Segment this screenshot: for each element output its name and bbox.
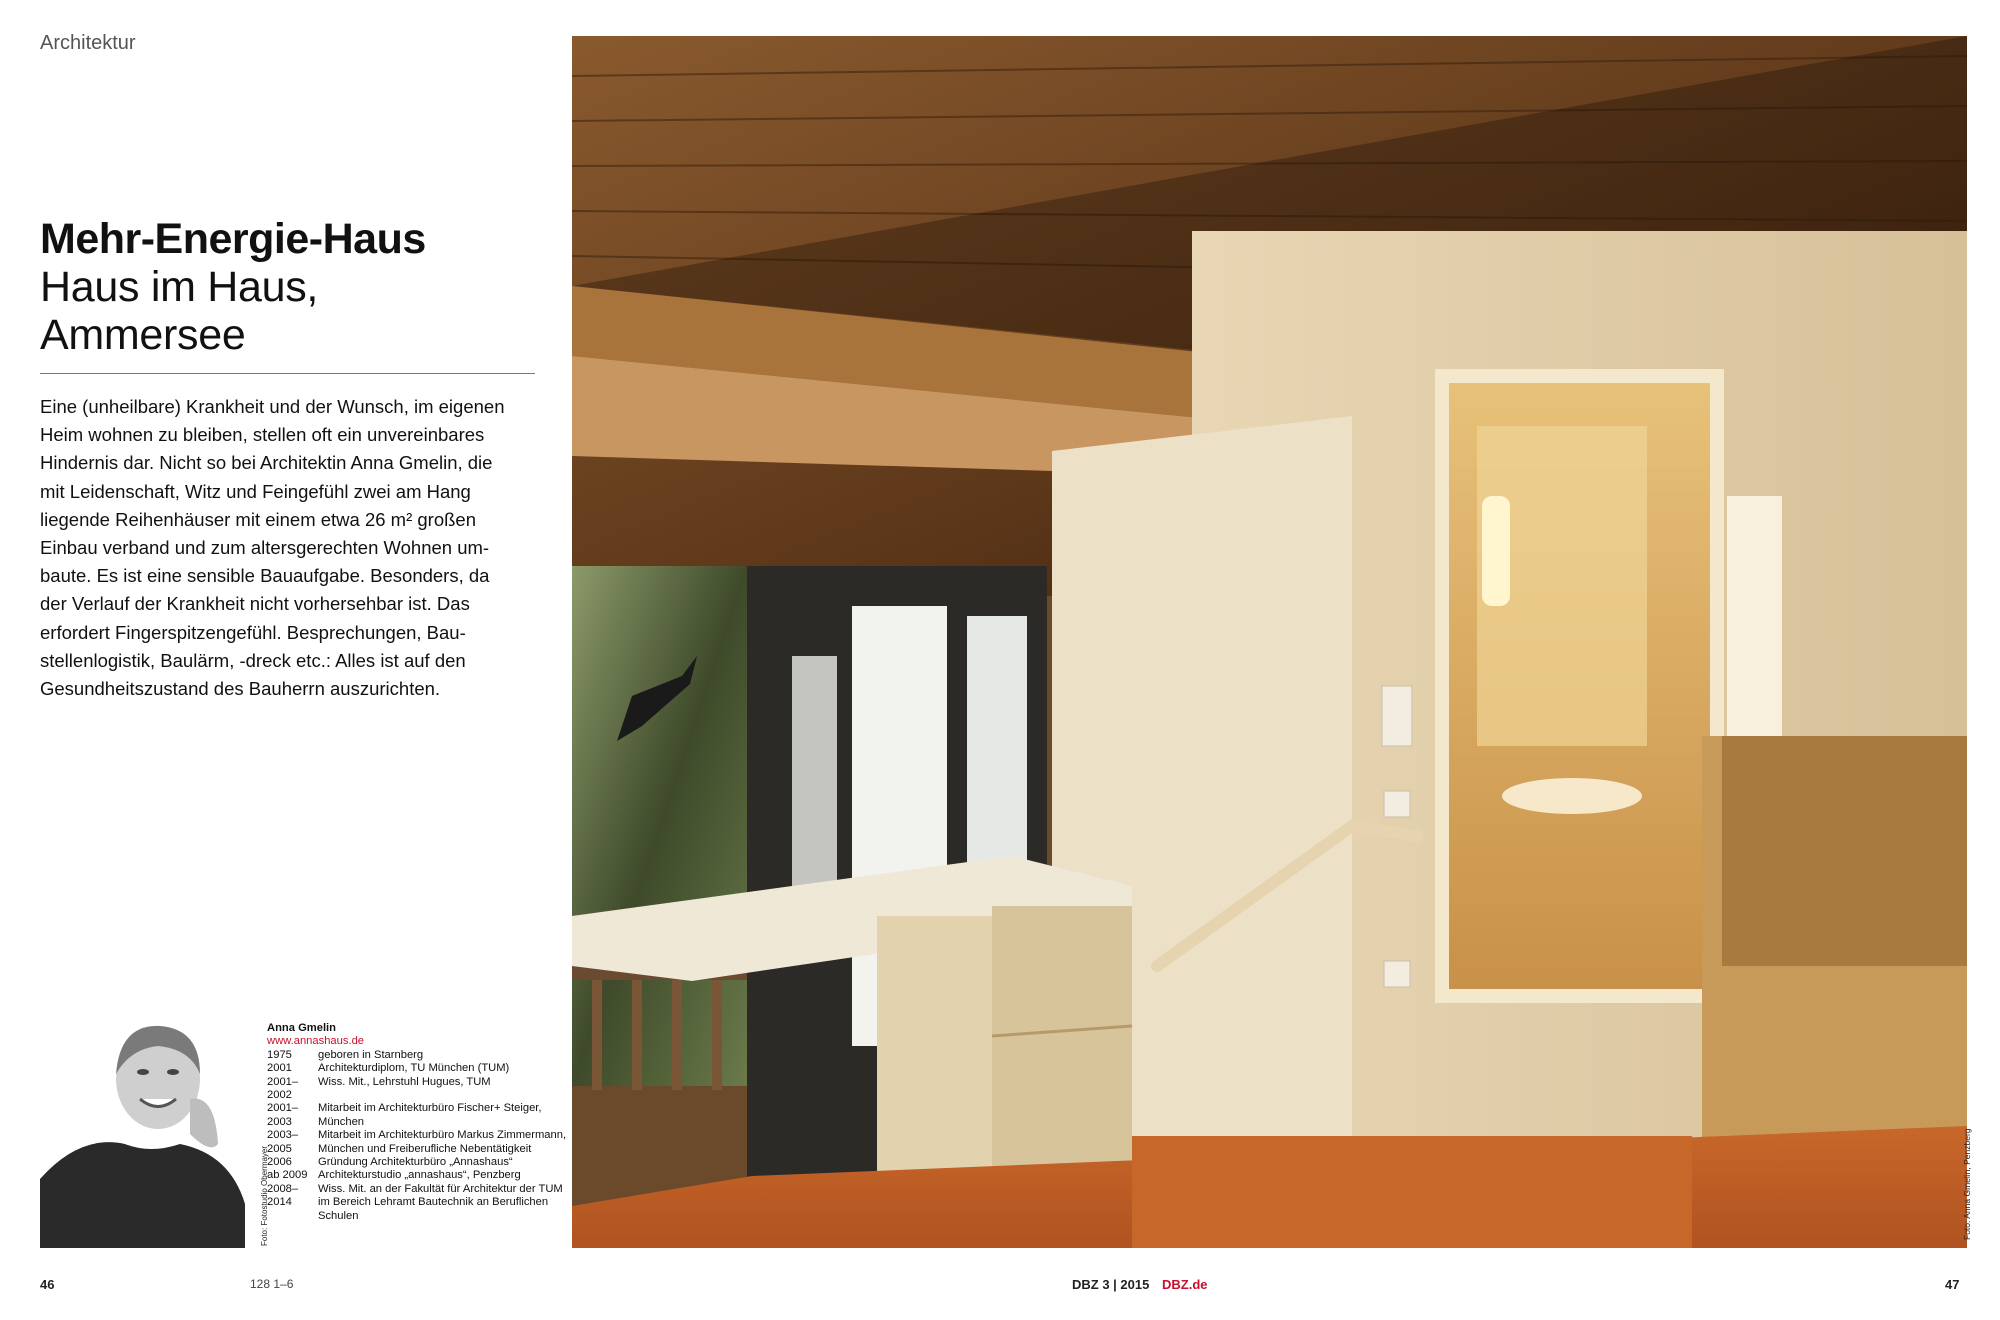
page-number-right: 47 [1945, 1277, 1960, 1292]
bio-year: 2001–2002 [267, 1075, 299, 1102]
footer-reference: 128 1–6 [250, 1277, 294, 1291]
intro-line: Heim wohnen zu bleiben, stellen oft ein unvereinbares [40, 424, 485, 446]
bio-entry [267, 1169, 567, 1182]
bio-text: Wiss. Mit. an der Fakultät für Architektur der TUM im Bereich Lehramt Bautechnik an Beruflichen Schulen [318, 1182, 563, 1222]
intro-line: der Verlauf der Krankheit nicht vorhersehbar ist. Das [40, 593, 470, 615]
portrait-illustration [40, 1004, 245, 1248]
bio-text: Architekturstudio „annashaus“, Penzberg [318, 1169, 521, 1182]
bio-entry [267, 1049, 567, 1062]
intro-line: Gesundheitszustand des Bauherrn auszurichten. [40, 678, 441, 700]
intro-line: stellenlogistik, Baulärm, -dreck etc.: Alles ist auf den [40, 649, 466, 671]
interior-photo-illustration [572, 36, 1967, 1248]
bio-text: geboren in Starnberg [318, 1048, 424, 1061]
bio-year: 2006 [267, 1156, 292, 1169]
bio-year: 2008–2014 [267, 1182, 299, 1209]
bio-name: Anna Gmelin [267, 1022, 336, 1034]
magazine-issue: DBZ 3 | 2015 [1072, 1277, 1150, 1292]
title-sub-line2: Ammersee [40, 311, 246, 359]
bio-entry [267, 1076, 567, 1103]
bio-entry [267, 1102, 567, 1129]
title-main: Mehr-Energie-Haus [40, 215, 426, 263]
intro-line: Eine (unheilbare) Krankheit und der Wunsch, im eigenen [40, 396, 505, 417]
title-sub-line1: Haus im Haus, [40, 263, 319, 311]
photo-credit-main: Foto: Anna Gmelin, Penzberg [1962, 1128, 1972, 1240]
page-number-left: 46 [40, 1277, 55, 1292]
bio-entry [267, 1156, 567, 1169]
intro-line: erfordert Fingerspitzengefühl. Besprechungen, Bau- [40, 621, 466, 643]
bio-website-link[interactable]: www.annashaus.de [267, 1035, 365, 1048]
architect-bio [267, 1022, 567, 1223]
bio-year: 2003–2005 [267, 1129, 299, 1155]
intro-line: mit Leidenschaft, Witz und Feingefühl zwei am Hang [40, 480, 471, 502]
bio-text: Mitarbeit im Architekturbüro Markus Zimmermann, München und Freiberufliche Nebentätigkeit [318, 1129, 567, 1155]
intro-line: Hindernis dar. Nicht so bei Architektin Anna Gmelin, die [40, 452, 493, 474]
bio-text: Wiss. Mit., Lehrstuhl Hugues, TUM [318, 1075, 491, 1088]
bio-text: Mitarbeit im Architekturbüro Fischer+ Steiger, München [318, 1102, 542, 1128]
article-title [40, 215, 535, 359]
bio-entry [267, 1183, 567, 1223]
bio-year: 2001–2003 [267, 1102, 299, 1128]
intro-line: Einbau verband und zum altersgerechten Wohnen um- [40, 537, 490, 559]
magazine-site-link[interactable]: DBZ.de [1162, 1277, 1208, 1292]
photo-credit-portrait: Foto: Fotostudio Obermayer [260, 1145, 269, 1246]
bio-text: Gründung Architekturbüro „Annashaus“ [318, 1156, 513, 1169]
intro-line: baute. Es ist eine sensible Bauaufgabe. Besonders, da [40, 565, 490, 587]
bio-year: ab 2009 [267, 1169, 308, 1182]
bio-entry [267, 1062, 567, 1075]
section-label: Architektur [40, 32, 136, 54]
bio-entry [267, 1129, 567, 1156]
architect-portrait [40, 1004, 245, 1248]
bio-year: 2001 [267, 1062, 292, 1075]
interior-photo [572, 36, 1967, 1248]
bio-text: Architekturdiplom, TU München (TUM) [318, 1062, 510, 1075]
title-divider [40, 373, 535, 374]
intro-line: liegende Reihenhäuser mit einem etwa 26 m² großen [40, 508, 477, 530]
intro-paragraph [40, 393, 535, 703]
bio-year: 1975 [267, 1048, 292, 1061]
